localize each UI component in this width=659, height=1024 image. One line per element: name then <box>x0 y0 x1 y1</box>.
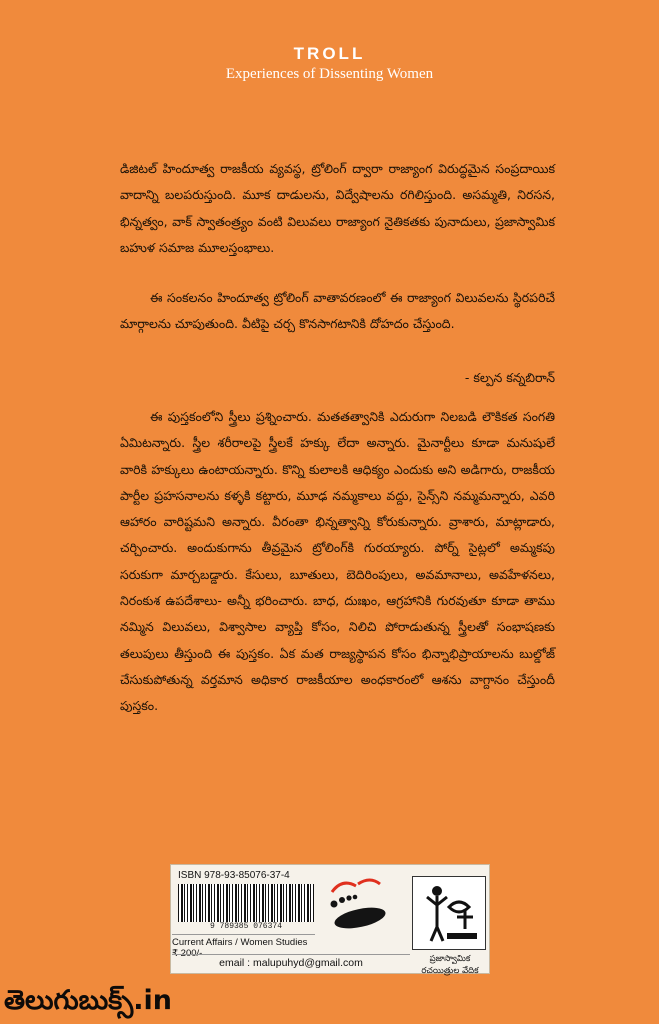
site-watermark: తెలుగుబుక్స్.in <box>4 985 172 1016</box>
book-subtitle: Experiences of Dissenting Women <box>225 66 434 82</box>
blurb-paragraph-2: ఈ సంకలనం హిందూత్వ ట్రోలింగ్ వాతావరణంలో ఈ రాజ్యాంగ విలువలను స్థిరపరిచే మార్గాలను చూపుతుంది. వీటిపై చర్చ కొనసాగటానికి దోహదం చేస్తుంది. <box>120 290 555 332</box>
writers-forum-logo-icon <box>412 876 486 950</box>
blurb-paragraph-3: ఈ పుస్తకంలోని స్త్రీలు ప్రశ్నించారు. మతతత్వానికి ఎదురుగా నిలబడి లౌకికత సంగతి ఏమిటన్నారు. స్త్రీల శరీరాలపై స్త్రీలకే హక్కు లేదా అన్నారు. మైనార్టీలు కూడా మనుషులే వారికి హక్కులు ఉంటాయన్నారు. కొన్ని కులాలకి ఆధిక్యం ఎందుకు అని అడిగారు, రాజకీయ పార్టీల ప్రహసనాలను కళ్ళకి కట్టారు, మూఢ నమ్మకాలు వద్దు, సైన్స్‌ని నమ్మమన్నారు, ఎవరి ఆహారం వారిష్టమని అన్నారు. వీరంతా భిన్నత్వాన్ని కోరుకున్నారు. వ్రాశారు, మాట్లాడారు, చర్చించారు. అందుకుగాను తీవ్రమైన ట్రోలింగ్‌కి గురయ్యారు. పోర్న్ సైట్లలో అమ్మకపు సరుకుగా మార్చబడ్డారు. కేసులు, బూతులు, బెదిరింపులు, అవమానాలు, అవహేళనలు, నిరంకుశ ఉపదేశాలు- అన్నీ భరించారు. బాధ, దుఃఖం, ఆగ్రహానికి గురవుతూ కూడా తాము నమ్మిన విలువలు, విశ్వాసాల వ్యాప్తి కోసం, నిలిచి పోరాడుతున్న స్త్రీలతో సంభాషణకు తలుపులు తీస్తుంది ఈ పుస్తకం. ఏక మత రాజ్యస్థాపన కోసం భిన్నాభిప్రాయాలను బుల్డోజ్ చేసుకుపోతున్న వర్తమాన అధికార రాజకీయాల అంధకారంలో ఆశను వాగ్దానం చేస్తుందీ పుస్తకం. <box>120 409 555 714</box>
isbn-label: ISBN 978-93-85076-37-4 <box>178 870 290 881</box>
barcode-icon <box>178 884 314 922</box>
category-price: Current Affairs / Women Studies ₹ 200/- <box>172 934 315 959</box>
publisher-email: email : malupuhyd@gmail.com <box>172 954 410 969</box>
footprint-logo-icon <box>322 874 402 936</box>
blurb-signature: - కల్పన కన్నబిరాన్ <box>464 370 555 385</box>
book-title: TROLL <box>293 44 366 63</box>
barcode-number: 9 789385 076374 <box>209 922 282 931</box>
writers-forum-caption: ప్రజాస్వామిక రచయిత్రుల వేదిక <box>421 954 479 976</box>
blurb-paragraph-1: డిజిటల్ హిందూత్వ రాజకీయ వ్యవస్థ, ట్రోలింగ్ ద్వారా రాజ్యాంగ విరుద్ధమైన సంప్రదాయిక వాదాన్ని బలపరుస్తుంది. మూక దాడులను, విద్వేషాలను రగిలిస్తుంది. అసమ్మతి, నిరసన, భిన్నత్వం, వాక్ స్వాతంత్ర్యం వంటి విలువలు రాజ్యాంగ నైతికతకు పునాదులు, ప్రజాస్వామిక బహుళ సమాజ మూలస్తంభాలు. <box>120 161 555 255</box>
